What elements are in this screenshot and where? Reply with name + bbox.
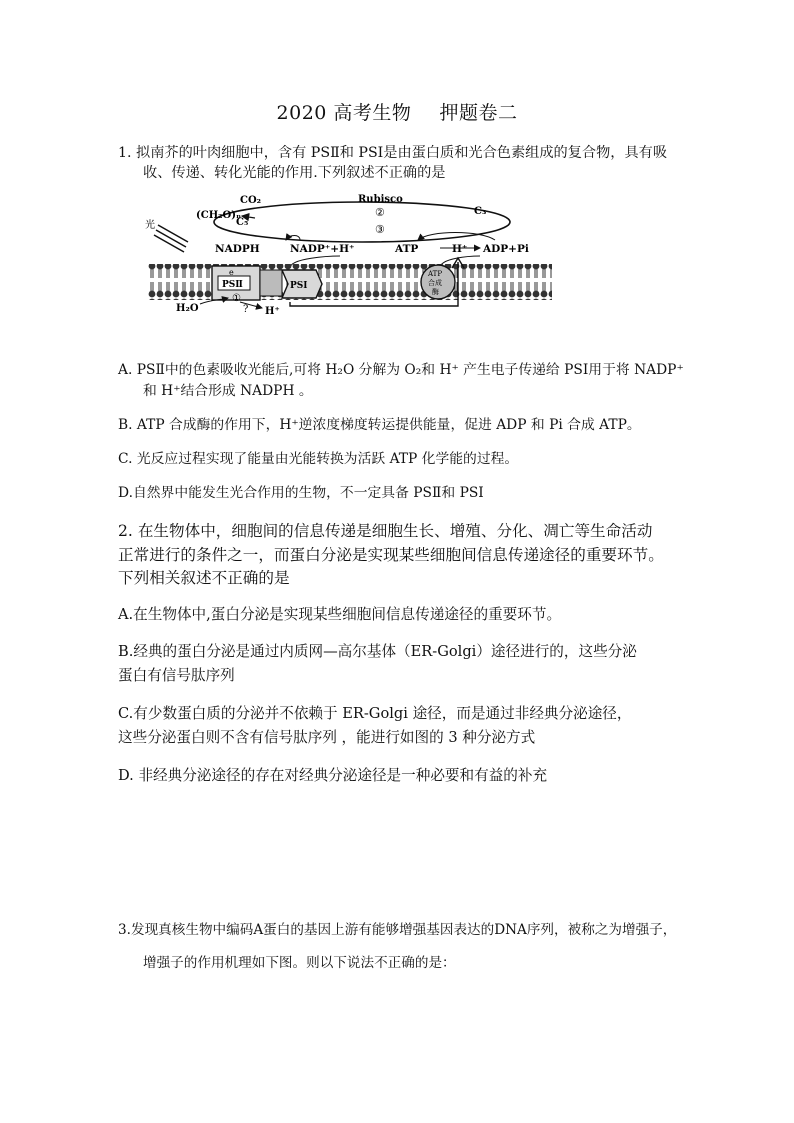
label-h2o: H₂O [176,303,199,314]
q2-option-d: D. 非经典分泌途径的存在对经典分泌途径是一种必要和有益的补充 [118,767,548,784]
label-step2: ② [375,206,385,219]
label-ch2o: (CH₂O)ₙ [196,210,242,221]
q2-stem-line2: 正常进行的条件之一，而蛋白分泌是实现某些细胞间信息传递途径的重要环节。 [118,546,664,564]
q1-stem-line2: 收、传递、转化光能的作用.下列叙述不正确的是 [143,165,446,181]
label-step1: ① [232,293,241,304]
q1-option-a-line2: 和 H⁺结合形成 NADPH 。 [143,383,313,399]
label-c3: C₃ [474,206,487,217]
title-year-subject: 2020 高考生物 [276,102,412,124]
page-title [0,98,794,125]
q2-option-a: A.在生物体中,蛋白分泌是实现某些细胞间信息传递途径的重要环节。 [118,606,562,623]
label-psi: PSⅠ [290,281,308,291]
label-light: 光 [145,220,155,231]
q3-stem-line1: 3.发现真核生物中编码A蛋白的基因上游有能够增强基因表达的DNA序列，被称之为增强子， [118,922,677,938]
photosynthesis-diagram [140,190,560,320]
title-name: 押题卷二 [439,102,518,124]
label-hplus-bottom: H⁺ [265,306,280,317]
q1-option-a-line1: A. PSⅡ中的色素吸收光能后,可将 H₂O 分解为 O₂和 H⁺ 产生电子传递给 PSⅠ用于将 NADP⁺ [118,362,684,378]
q1-stem-line1: 1. 拟南芥的叶肉细胞中，含有 PSⅡ和 PSⅠ是由蛋白质和光合色素组成的复合物，具有吸 [118,145,668,161]
q1-option-b: B. ATP 合成酶的作用下，H⁺逆浓度梯度转运提供能量，促进 ADP 和 Pi 合成 ATP。 [118,417,641,433]
q3-stem-line2: 增强子的作用机理如下图。则以下说法不正确的是： [143,955,456,971]
label-psii: PSⅡ [222,280,243,290]
label-co2: CO₂ [240,195,262,206]
label-e: e [229,268,234,277]
label-adp: ADP+Pi [483,243,529,255]
thylakoid-membrane [148,264,552,300]
label-question: ? [243,304,249,315]
q2-stem-line3: 下列相关叙述不正确的是 [118,569,290,587]
label-rubisco: Rubisco [358,194,403,205]
q2-stem-line1: 2. 在生物体中，细胞间的信息传递是细胞生长、增殖、分化、凋亡等生命活动 [118,522,653,540]
q1-option-c: C. 光反应过程实现了能量由光能转换为活跃 ATP 化学能的过程。 [118,451,519,467]
q2-option-b-line1: B.经典的蛋白分泌是通过内质网—高尔基体（ER-Golgi）途径进行的，这些分泌 [118,643,637,660]
label-atp-synthase-1: ATP [428,270,443,278]
label-step3: ③ [375,223,385,236]
q1-option-d: D.自然界中能发生光合作用的生物，不一定具备 PSⅡ和 PSⅠ [118,485,484,501]
label-atp-synthase-3: 酶 [432,288,439,296]
label-c5: C₅ [236,217,249,228]
q2-option-c-line2: 这些分泌蛋白则不含有信号肽序列 ，能进行如图的 3 种分泌方式 [118,729,536,746]
label-nadph: NADPH [215,243,260,255]
label-atp: ATP [395,243,419,255]
label-nadp: NADP⁺+H⁺ [290,243,355,255]
label-atp-synthase-2: 合成 [428,279,442,287]
q2-option-c-line1: C.有少数蛋白质的分泌并不依赖于 ER-Golgi 途径，而是通过非经典分泌途径， [118,705,632,722]
q2-option-b-line2: 蛋白有信号肽序列 [118,667,235,684]
label-hplus: H⁺ [452,243,468,255]
calvin-cycle-loop [214,202,510,242]
